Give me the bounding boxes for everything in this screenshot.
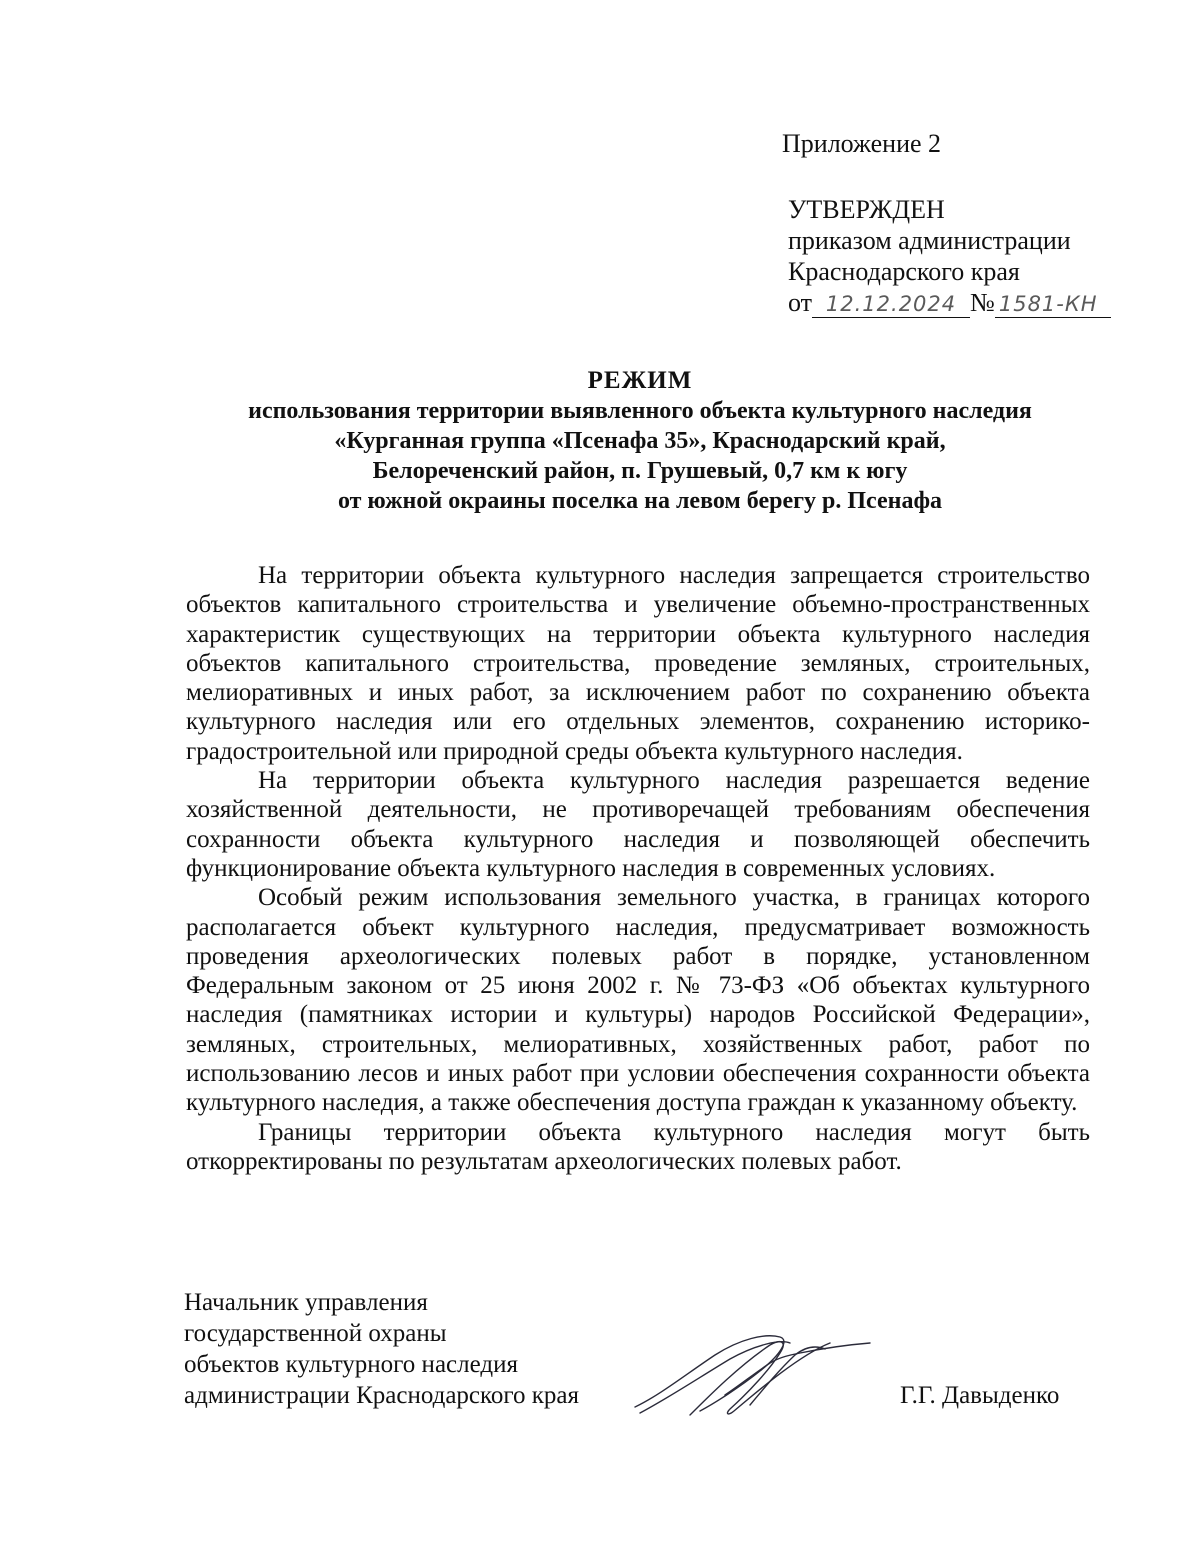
approved-by-line-1: приказом администрации [788,226,1071,255]
title-line-2: «Курганная группа «Псенафа 35», Краснодарский край, [334,428,946,454]
appendix-label: Приложение 2 [782,129,942,158]
signatory-position [184,1287,579,1411]
body-paragraph-3: Особый режим использования земельного участка, в границах которого располагается объект культурного наследия, предусматривает возможность проведения археологических полевых работ в порядке, установленном Федеральным законом от 25 июня 2002 г. № 73-ФЗ «Об объектах культурного наследия (памятниках истории и культуры) народов Российской Федерации», земляных, строительных, мелиоративных, хозяйственных работ, работ по использованию лесов и иных работ при условии обеспечения сохранности объекта культурного наследия, а также обеспечения доступа граждан к указанному объекту. [186,884,1090,1117]
handwritten-order-date: 12.12.2024 [812,291,970,318]
document-title [150,366,1130,516]
position-line-1: Начальник управления [184,1289,428,1316]
document-body [186,561,1090,1176]
approved-by-line-2: Краснодарского края [788,257,1020,286]
handwritten-signature [630,1325,880,1425]
position-line-4: администрации Краснодарского края [184,1382,580,1409]
signature-strokes [635,1336,870,1415]
position-line-3: объектов культурного наследия [184,1351,518,1378]
title-line-3: Белореченский район, п. Грушевый, 0,7 км к югу [372,458,908,484]
approval-block [788,194,1111,318]
date-prefix: от [788,288,813,317]
signature-stroke-3 [690,1342,830,1415]
body-paragraph-4: Границы территории объекта культурного наследия могут быть откорректированы по результатам археологических полевых работ. [186,1118,1090,1175]
handwritten-order-number: 1581-КН [995,291,1111,318]
signature-stroke-1 [635,1336,784,1411]
position-line-2: государственной охраны [184,1320,447,1347]
body-paragraph-2: На территории объекта культурного наследия разрешается ведение хозяйственной деятельности, не противоречащей требованиям обеспечения сохранности объекта культурного наследия и позволяющей обеспечить функционирование объекта культурного наследия в современных условиях. [186,767,1090,882]
title-line-4: от южной окраины поселка на левом берегу р. Псенафа [337,488,943,514]
order-date-number-line [788,287,1111,318]
title-main: РЕЖИМ [587,367,693,394]
title-line-1: использования территории выявленного объекта культурного наследия [248,398,1032,424]
body-paragraph-1: На территории объекта культурного наследия запрещается строительство объектов капитального строительства и увеличение объемно-пространственных характеристик существующих на территории объекта культурного наследия объектов капитального строительства, проведение земляных, строительных, мелиоративных и иных работ, за исключением работ по сохранению объекта культурного наследия или его отдельных элементов, сохранению историко-градостроительной или природной среды объекта культурного наследия. [186,562,1090,765]
signatory-name: Г.Г. Давыденко [900,1382,1060,1409]
number-sign: № [970,288,995,317]
approved-stamp-text: УТВЕРЖДЕН [788,195,945,224]
